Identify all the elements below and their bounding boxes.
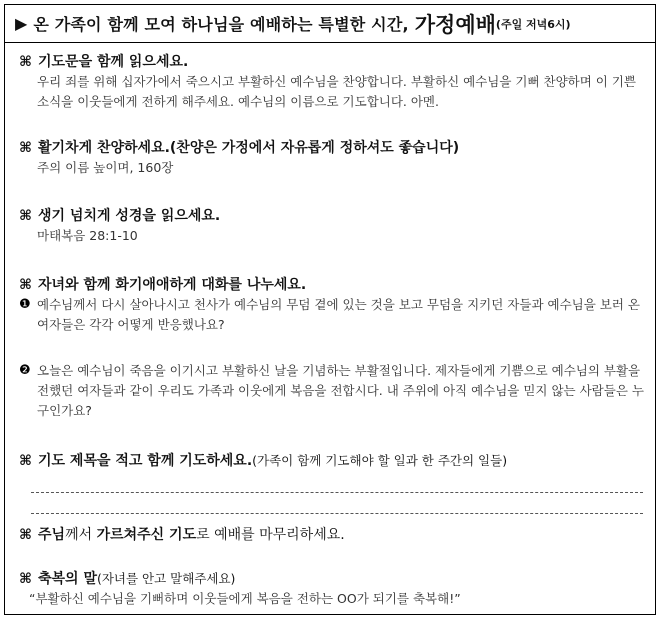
question-text: 오늘은 예수님이 죽음을 이기시고 부활하신 날을 기념하는 부활절입니다. 제자들에게 기쁨으로 예수님의 부활을 전했던 여자들과 같이 우리도 가족과 이웃에게 복음을 전합시다. 내 주위에 아직 예수님을 믿지 않는 사람들은 누구인가요? — [37, 363, 644, 418]
section-mark-icon: ⌘ — [19, 571, 32, 587]
question-2 — [19, 361, 645, 421]
section-note: (자녀를 안고 말해주세요) — [96, 571, 236, 586]
section-lords-prayer — [19, 525, 645, 545]
worship-guide-box — [4, 4, 656, 615]
section-title: 자녀와 함께 화기애애하게 대화를 나누세요. — [38, 277, 307, 293]
section-title: 기도문을 함께 읽으세요. — [38, 54, 189, 70]
section-prayer-topics — [19, 451, 645, 471]
header-time-note: (주일 저녁6시) — [495, 17, 571, 31]
question-text: 예수님께서 다시 살아나시고 천사가 예수님의 무덤 곁에 있는 것을 보고 무덤을 지키던 자들과 예수님을 보러 온 여자들은 각각 어떻게 반응했나요? — [37, 297, 640, 332]
section-mark-icon: ⌘ — [19, 54, 32, 70]
section-body: 우리 죄를 위해 십자가에서 죽으시고 부활하신 예수님을 찬양합니다. 부활하신 예수님을 기뻐 찬양하며 이 기쁜 소식을 이웃들에게 전하게 해주세요. 예수님의 이름으로 기도합니다. 아멘. — [37, 74, 637, 109]
arrow-icon: ▶ — [15, 14, 28, 33]
section-praise — [19, 138, 645, 178]
header-bar — [5, 5, 655, 43]
writing-line — [31, 513, 643, 514]
blessing-quote: “부활하신 예수님을 기뻐하며 이웃들에게 복음을 전하는 OO가 되기를 축복해!” — [29, 591, 461, 606]
section-title: 생기 넘치게 성경을 읽으세요. — [38, 208, 221, 224]
section-mark-icon: ⌘ — [19, 453, 32, 469]
section-mark-icon: ⌘ — [19, 277, 32, 293]
bold-text: 주님 — [38, 527, 66, 543]
section-mark-icon: ⌘ — [19, 208, 32, 224]
number-one-icon: ❶ — [19, 297, 31, 312]
section-mark-icon: ⌘ — [19, 527, 32, 543]
bold-text: 가르쳐주신 기도 — [96, 527, 197, 543]
section-title: 기도 제목을 적고 함께 기도하세요. — [38, 453, 253, 469]
header-title: 온 가족이 함께 모여 하나님을 예배하는 특별한 시간, — [33, 15, 409, 34]
header-title-emphasis: 가정예배 — [414, 12, 496, 37]
question-1 — [19, 295, 645, 335]
section-prayer-text — [19, 52, 645, 112]
number-two-icon: ❷ — [19, 363, 31, 378]
plain-text: 로 예배를 마무리하세요. — [196, 527, 345, 543]
section-title: 축복의 말 — [38, 571, 97, 587]
section-conversation — [19, 275, 645, 421]
section-body: 마태복음 28:1-10 — [37, 228, 138, 243]
section-title: 활기차게 찬양하세요.(찬양은 가정에서 자유롭게 정하셔도 좋습니다) — [38, 140, 460, 156]
writing-line — [31, 492, 643, 493]
section-blessing — [19, 569, 645, 609]
plain-text: 께서 — [65, 527, 97, 543]
section-note: (가족이 함께 기도해야 할 일과 한 주간의 일들) — [252, 453, 508, 468]
section-mark-icon: ⌘ — [19, 140, 32, 156]
section-body: 주의 이름 높이며, 160장 — [37, 160, 174, 175]
section-scripture — [19, 206, 645, 246]
